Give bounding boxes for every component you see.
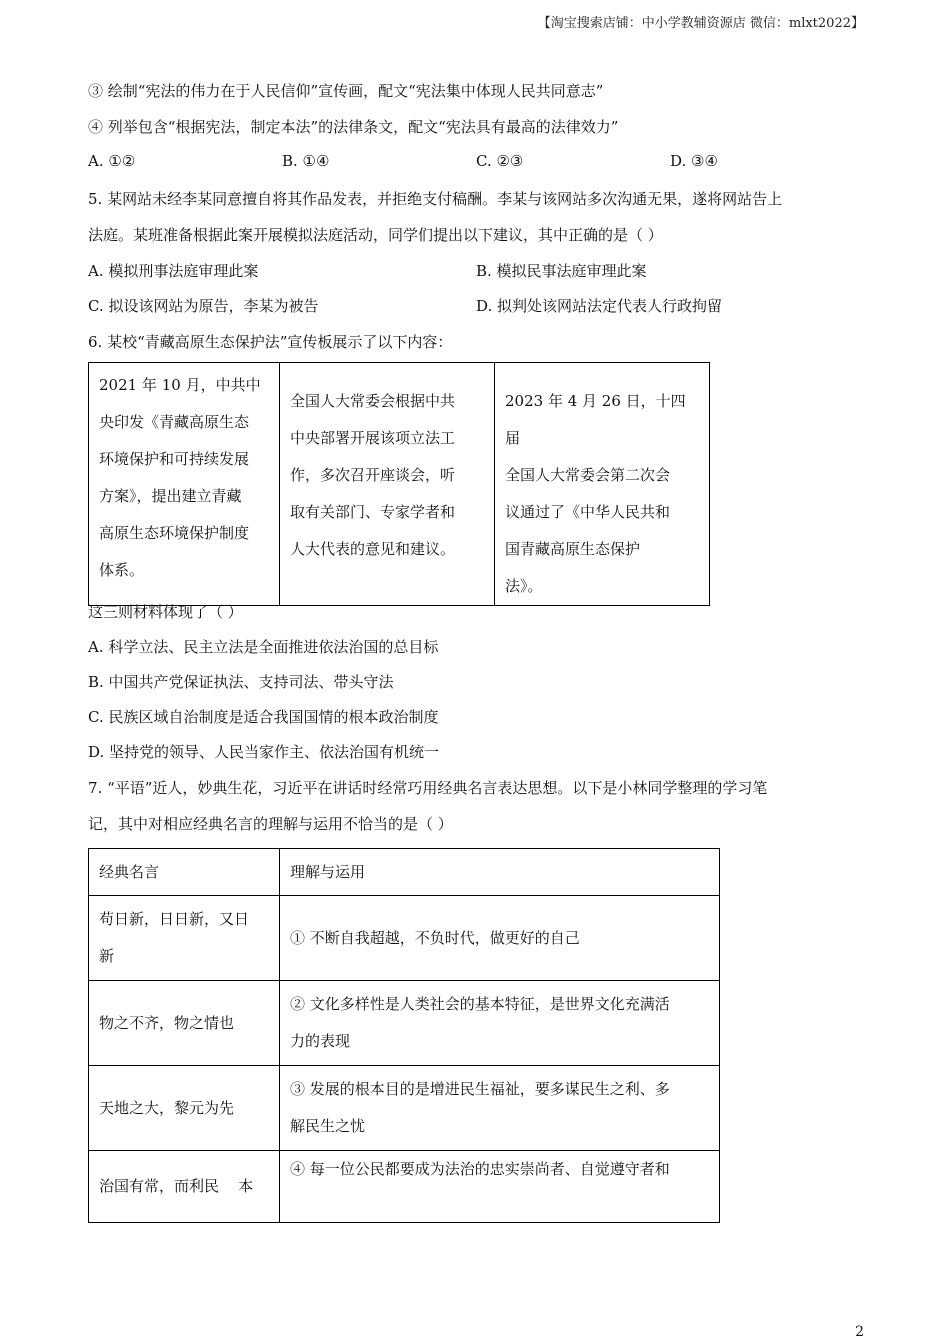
q7-table-header — [89, 849, 720, 896]
q4-item-3: ③ 绘制“宪法的伟力在于人民信仰”宣传画，配文“宪法集中体现人民共同意志” — [88, 82, 604, 100]
q5-stem-line2: 法庭。某班准备根据此案开展模拟法庭活动，同学们提出以下建议，其中正确的是（ ） — [88, 226, 663, 244]
page-header-watermark: 【淘宝搜索店铺：中小学教辅资源店 微信：mlxt2022】 — [537, 16, 864, 31]
q7-note-3: ③ 发展的根本目的是增进民生福祉，要多谋民生之利、多 解民生之忧 — [280, 1066, 720, 1151]
q5-option-b[interactable]: B. 模拟民事法庭审理此案 — [476, 262, 647, 280]
q7-quote-3: 天地之大，黎元为先 — [89, 1066, 280, 1151]
q5-option-c[interactable]: C. 拟设该网站为原告，李某为被告 — [88, 297, 319, 315]
q4-option-b[interactable]: B. ①④ — [282, 152, 330, 170]
page-number: 2 — [855, 1324, 864, 1340]
q4-option-c[interactable]: C. ②③ — [476, 152, 524, 170]
q6-after-table: 这三则材料体现了（ ） — [88, 603, 243, 621]
q4-item-4: ④ 列举包含“根据宪法，制定本法”的法律条文，配文“宪法具有最高的法律效力” — [88, 118, 619, 136]
q6-material-2: 全国人大常委会根据中共 中央部署开展该项立法工 作，多次召开座谈会，听 取有关部门、专家学者和 人大代表的意见和建议。 — [280, 363, 495, 606]
table-row — [89, 1151, 720, 1223]
q7-stem-line1: 7. “平语”近人，妙典生花，习近平在讲话时经常巧用经典名言表达思想。以下是小林同学整理的学习笔 — [88, 779, 768, 797]
q4-option-a[interactable]: A. ①② — [88, 152, 136, 170]
q5-option-a[interactable]: A. 模拟刑事法庭审理此案 — [88, 262, 259, 280]
q7-quote-2: 物之不齐，物之情也 — [89, 981, 280, 1066]
q7-quote-1: 苟日新，日日新，又日 新 — [89, 896, 280, 981]
q6-option-b[interactable]: B. 中国共产党保证执法、支持司法、带头守法 — [88, 673, 394, 691]
table-row — [89, 1066, 720, 1151]
q4-option-d[interactable]: D. ③④ — [670, 152, 718, 170]
q7-header-note: 理解与运用 — [280, 849, 720, 896]
q7-quote-table — [88, 848, 720, 1223]
q6-material-table — [88, 362, 710, 606]
q7-header-quote: 经典名言 — [89, 849, 280, 896]
q5-option-d[interactable]: D. 拟判处该网站法定代表人行政拘留 — [476, 297, 723, 315]
table-row — [89, 981, 720, 1066]
q6-material-1: 2021 年 10 月，中共中 央印发《青藏高原生态 环境保护和可持续发展 方案》，提出建立青藏 高原生态环境保护制度 体系。 — [89, 363, 280, 606]
q6-material-3: 2023 年 4 月 26 日，十四届 全国人大常委会第二次会 议通过了《中华人民共和 国青藏高原生态保护 法》。 — [495, 363, 710, 606]
q7-note-2: ② 文化多样性是人类社会的基本特征，是世界文化充满活 力的表现 — [280, 981, 720, 1066]
q7-note-4: ④ 每一位公民都要成为法治的忠实崇尚者、自觉遵守者和 — [280, 1151, 720, 1223]
q6-stem: 6. 某校“青藏高原生态保护法”宣传板展示了以下内容： — [88, 333, 453, 351]
q5-stem-line1: 5. 某网站未经李某同意擅自将其作品发表，并拒绝支付稿酬。李某与该网站多次沟通无果，遂将网站告上 — [88, 190, 783, 208]
q6-option-d[interactable]: D. 坚持党的领导、人民当家作主、依法治国有机统一 — [88, 743, 440, 761]
q7-stem-line2: 记，其中对相应经典名言的理解与运用不恰当的是（ ） — [88, 815, 453, 833]
q6-option-a[interactable]: A. 科学立法、民主立法是全面推进依法治国的总目标 — [88, 638, 439, 656]
q6-option-c[interactable]: C. 民族区域自治制度是适合我国国情的根本政治制度 — [88, 708, 439, 726]
table-row — [89, 896, 720, 981]
q7-quote-4: 治国有常，而利民 本 — [89, 1151, 280, 1223]
q7-note-1: ① 不断自我超越，不负时代，做更好的自己 — [280, 896, 720, 981]
